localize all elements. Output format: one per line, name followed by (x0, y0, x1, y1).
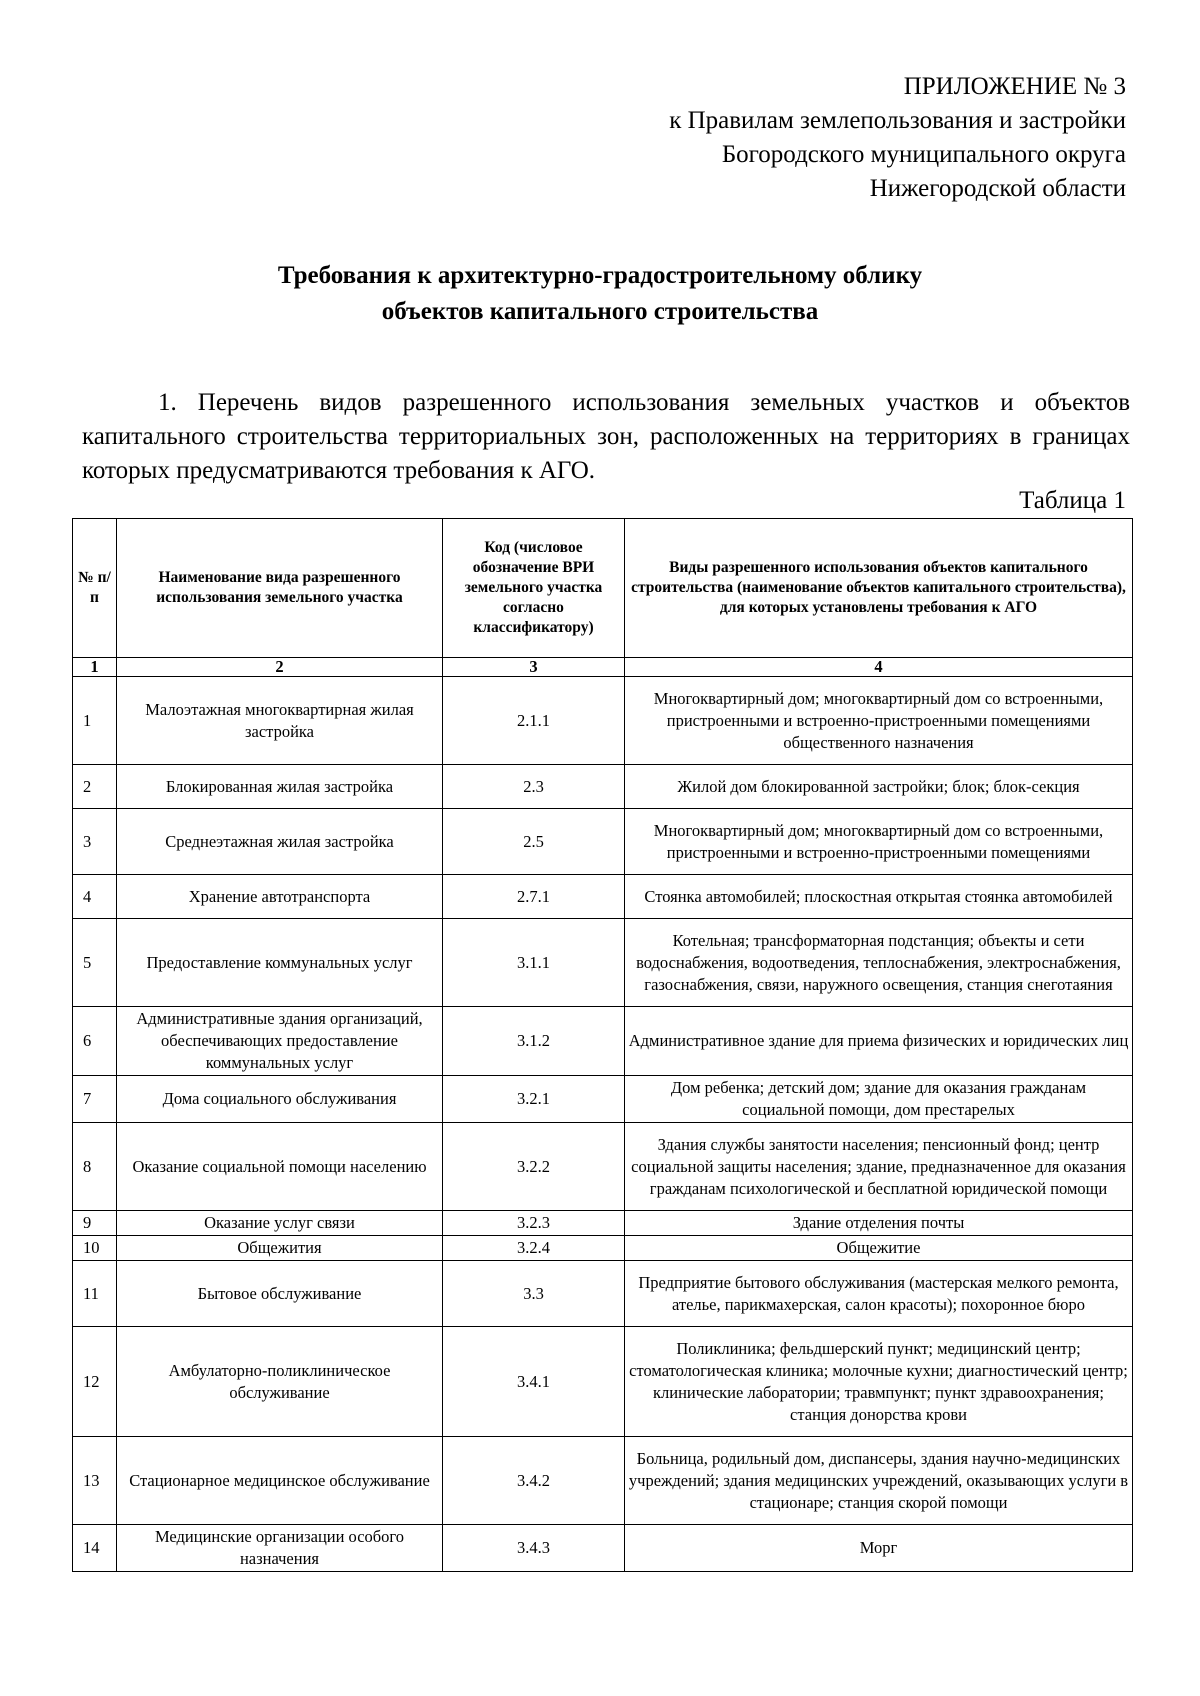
row-land-use-name: Амбулаторно-поликлиническое обслуживание (117, 1327, 443, 1437)
row-land-use-name: Оказание социальной помощи населению (117, 1123, 443, 1211)
row-number: 10 (73, 1236, 117, 1261)
row-objects: Дом ребенка; детский дом; здание для оказания гражданам социальной помощи, дом престарелых (625, 1076, 1133, 1123)
appendix-region-line: Нижегородской области (869, 175, 1126, 202)
row-objects: Предприятие бытового обслуживания (мастерская мелкого ремонта, ателье, парикмахерская, салон красоты); похоронное бюро (625, 1261, 1133, 1327)
table-row (73, 875, 1133, 919)
row-objects: Морг (625, 1525, 1133, 1572)
header-construction-objects: Виды разрешенного использования объектов капитального строительства (наименование объектов капитального строительства), для которых установлены требования к АГО (625, 519, 1133, 658)
table-row (73, 919, 1133, 1007)
table-row (73, 1437, 1133, 1525)
row-code: 2.7.1 (443, 875, 625, 919)
row-objects: Стоянка автомобилей; плоскостная открытая стоянка автомобилей (625, 875, 1133, 919)
row-code: 3.2.1 (443, 1076, 625, 1123)
column-number: 3 (443, 658, 625, 677)
row-number: 14 (73, 1525, 117, 1572)
row-objects: Здание отделения почты (625, 1211, 1133, 1236)
row-number: 7 (73, 1076, 117, 1123)
column-number: 4 (625, 658, 1133, 677)
table-row (73, 1007, 1133, 1076)
table-row (73, 1525, 1133, 1572)
row-land-use-name: Среднеэтажная жилая застройка (117, 809, 443, 875)
table-header-row (73, 519, 1133, 658)
row-code: 3.4.1 (443, 1327, 625, 1437)
row-code: 3.4.2 (443, 1437, 625, 1525)
row-number: 5 (73, 919, 117, 1007)
table-row (73, 1236, 1133, 1261)
intro-paragraph: 1. Перечень видов разрешенного использования земельных участков и объектов капитального строительства территориальных зон, расположенных на территориях в границах которых предусматриваются требования к АГО. (82, 389, 1130, 484)
row-land-use-name: Предоставление коммунальных услуг (117, 919, 443, 1007)
row-objects: Жилой дом блокированной застройки; блок; блок-секция (625, 765, 1133, 809)
row-land-use-name: Административные здания организаций, обеспечивающих предоставление коммунальных услуг (117, 1007, 443, 1076)
title-line-1: Требования к архитектурно-градостроительному облику (277, 262, 923, 289)
row-code: 3.2.4 (443, 1236, 625, 1261)
row-objects: Многоквартирный дом; многоквартирный дом со встроенными, пристроенными и встроенно-пристроенными помещениями (625, 809, 1133, 875)
row-code: 3.4.3 (443, 1525, 625, 1572)
column-number-row (73, 658, 1133, 677)
column-number: 1 (73, 658, 117, 677)
table-row (73, 809, 1133, 875)
row-code: 3.3 (443, 1261, 625, 1327)
table-row (73, 1327, 1133, 1437)
row-objects: Многоквартирный дом; многоквартирный дом со встроенными, пристроенными и встроенно-пристроенными помещениями общественного назначения (625, 677, 1133, 765)
row-number: 4 (73, 875, 117, 919)
appendix-number: ПРИЛОЖЕНИЕ № 3 (903, 73, 1126, 100)
row-land-use-name: Оказание услуг связи (117, 1211, 443, 1236)
row-land-use-name: Медицинские организации особого назначения (117, 1525, 443, 1572)
row-code: 3.2.2 (443, 1123, 625, 1211)
table-label: Таблица 1 (1019, 487, 1126, 514)
row-number: 13 (73, 1437, 117, 1525)
table-row (73, 677, 1133, 765)
row-objects: Поликлиника; фельдшерский пункт; медицинский центр; стоматологическая клиника; молочные кухни; диагностический центр; клинические лаборатории; травмпункт; пункт здравоохранения; станция донорства крови (625, 1327, 1133, 1437)
appendix-district-line: Богородского муниципального округа (721, 141, 1126, 168)
header-code: Код (числовое обозначение ВРИ земельного участка согласно классификатору) (443, 519, 625, 658)
row-land-use-name: Бытовое обслуживание (117, 1261, 443, 1327)
row-number: 3 (73, 809, 117, 875)
row-objects: Котельная; трансформаторная подстанция; объекты и сети водоснабжения, водоотведения, теплоснабжения, электроснабжения, газоснабжения, связи, наружного освещения, станция снеготаяния (625, 919, 1133, 1007)
row-objects: Здания службы занятости населения; пенсионный фонд; центр социальной защиты населения; здание, предназначенное для оказания гражданам психологической и бесплатной юридической помощи (625, 1123, 1133, 1211)
table-row (73, 1261, 1133, 1327)
appendix-header (669, 70, 1126, 206)
row-code: 2.3 (443, 765, 625, 809)
title-line-2: объектов капитального строительства (381, 298, 819, 325)
header-land-use-name: Наименование вида разрешенного использования земельного участка (117, 519, 443, 658)
row-objects: Больница, родильный дом, диспансеры, здания научно-медицинских учреждений; здания медицинских учреждений, оказывающих услуги в стационаре; станция скорой помощи (625, 1437, 1133, 1525)
row-number: 11 (73, 1261, 117, 1327)
header-number: № п/п (73, 519, 117, 658)
row-land-use-name: Стационарное медицинское обслуживание (117, 1437, 443, 1525)
row-objects: Общежитие (625, 1236, 1133, 1261)
row-number: 12 (73, 1327, 117, 1437)
row-code: 2.5 (443, 809, 625, 875)
row-code: 3.1.2 (443, 1007, 625, 1076)
row-code: 3.2.3 (443, 1211, 625, 1236)
row-number: 6 (73, 1007, 117, 1076)
land-use-table (72, 518, 1133, 1572)
table-row (73, 765, 1133, 809)
row-code: 3.1.1 (443, 919, 625, 1007)
row-code: 2.1.1 (443, 677, 625, 765)
column-number: 2 (117, 658, 443, 677)
row-land-use-name: Малоэтажная многоквартирная жилая застройка (117, 677, 443, 765)
row-number: 1 (73, 677, 117, 765)
row-number: 2 (73, 765, 117, 809)
row-land-use-name: Дома социального обслуживания (117, 1076, 443, 1123)
table-row (73, 1211, 1133, 1236)
row-land-use-name: Блокированная жилая застройка (117, 765, 443, 809)
row-number: 9 (73, 1211, 117, 1236)
document-title (0, 258, 1200, 330)
row-land-use-name: Хранение автотранспорта (117, 875, 443, 919)
appendix-rules-line: к Правилам землепользования и застройки (669, 107, 1126, 134)
row-objects: Административное здание для приема физических и юридических лиц (625, 1007, 1133, 1076)
row-number: 8 (73, 1123, 117, 1211)
row-land-use-name: Общежития (117, 1236, 443, 1261)
table-row (73, 1123, 1133, 1211)
table-row (73, 1076, 1133, 1123)
